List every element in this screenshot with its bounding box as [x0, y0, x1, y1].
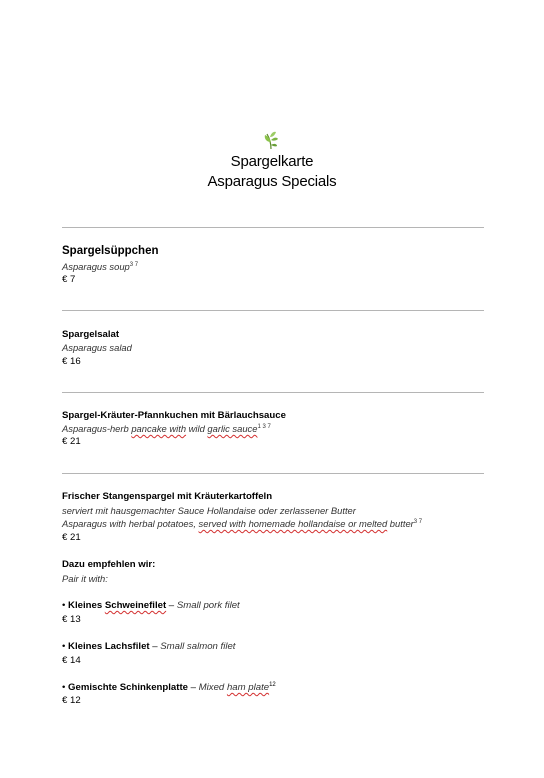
divider [62, 392, 484, 393]
item-price: € 7 [62, 274, 76, 285]
option-price: € 13 [62, 614, 81, 625]
option-line: • Kleines Lachsfilet – Small salmon filet [62, 641, 236, 652]
asparagus-leaf-icon [262, 130, 280, 150]
item-price: € 21 [62, 436, 81, 447]
recommend-heading: Dazu empfehlen wir: [62, 559, 156, 570]
item-name: Frischer Stangenspargel mit Kräuterkartoffeln [62, 491, 273, 502]
item-name: Spargelsüppchen [62, 245, 159, 257]
item-description-de: serviert mit hausgemachter Sauce Hollandaise oder zerlassener Butter [62, 505, 356, 516]
option-line: • Kleines Schweinefilet – Small pork filet [62, 600, 240, 611]
item-name: Spargelsalat [62, 329, 120, 340]
item-description-en: Asparagus with herbal potatoes, served with homemade hollandaise or melted butter$^{3 7}$ [62, 518, 423, 529]
page-title: Spargelkarte [230, 153, 314, 170]
option-line: • Gemischte Schinkenplatte – Mixed ham plate$^{12}$ [62, 682, 276, 694]
divider [62, 473, 484, 474]
option-price: € 14 [62, 655, 81, 666]
divider [62, 227, 484, 228]
option-price: € 12 [62, 695, 81, 706]
item-description: Asparagus soup$^{3 7}$ [62, 261, 139, 272]
recommend-subheading: Pair it with: [62, 573, 108, 584]
page-subtitle: Asparagus Specials [207, 173, 337, 190]
divider [62, 310, 484, 311]
item-price: € 16 [62, 356, 81, 367]
item-description: Asparagus salad [62, 342, 132, 353]
item-price: € 21 [62, 532, 81, 543]
item-description: Asparagus-herb pancake with wild garlic sauce$^{1 3 7}$ [62, 423, 271, 434]
item-name: Spargel-Kräuter-Pfannkuchen mit Bärlauchsauce [62, 410, 286, 421]
